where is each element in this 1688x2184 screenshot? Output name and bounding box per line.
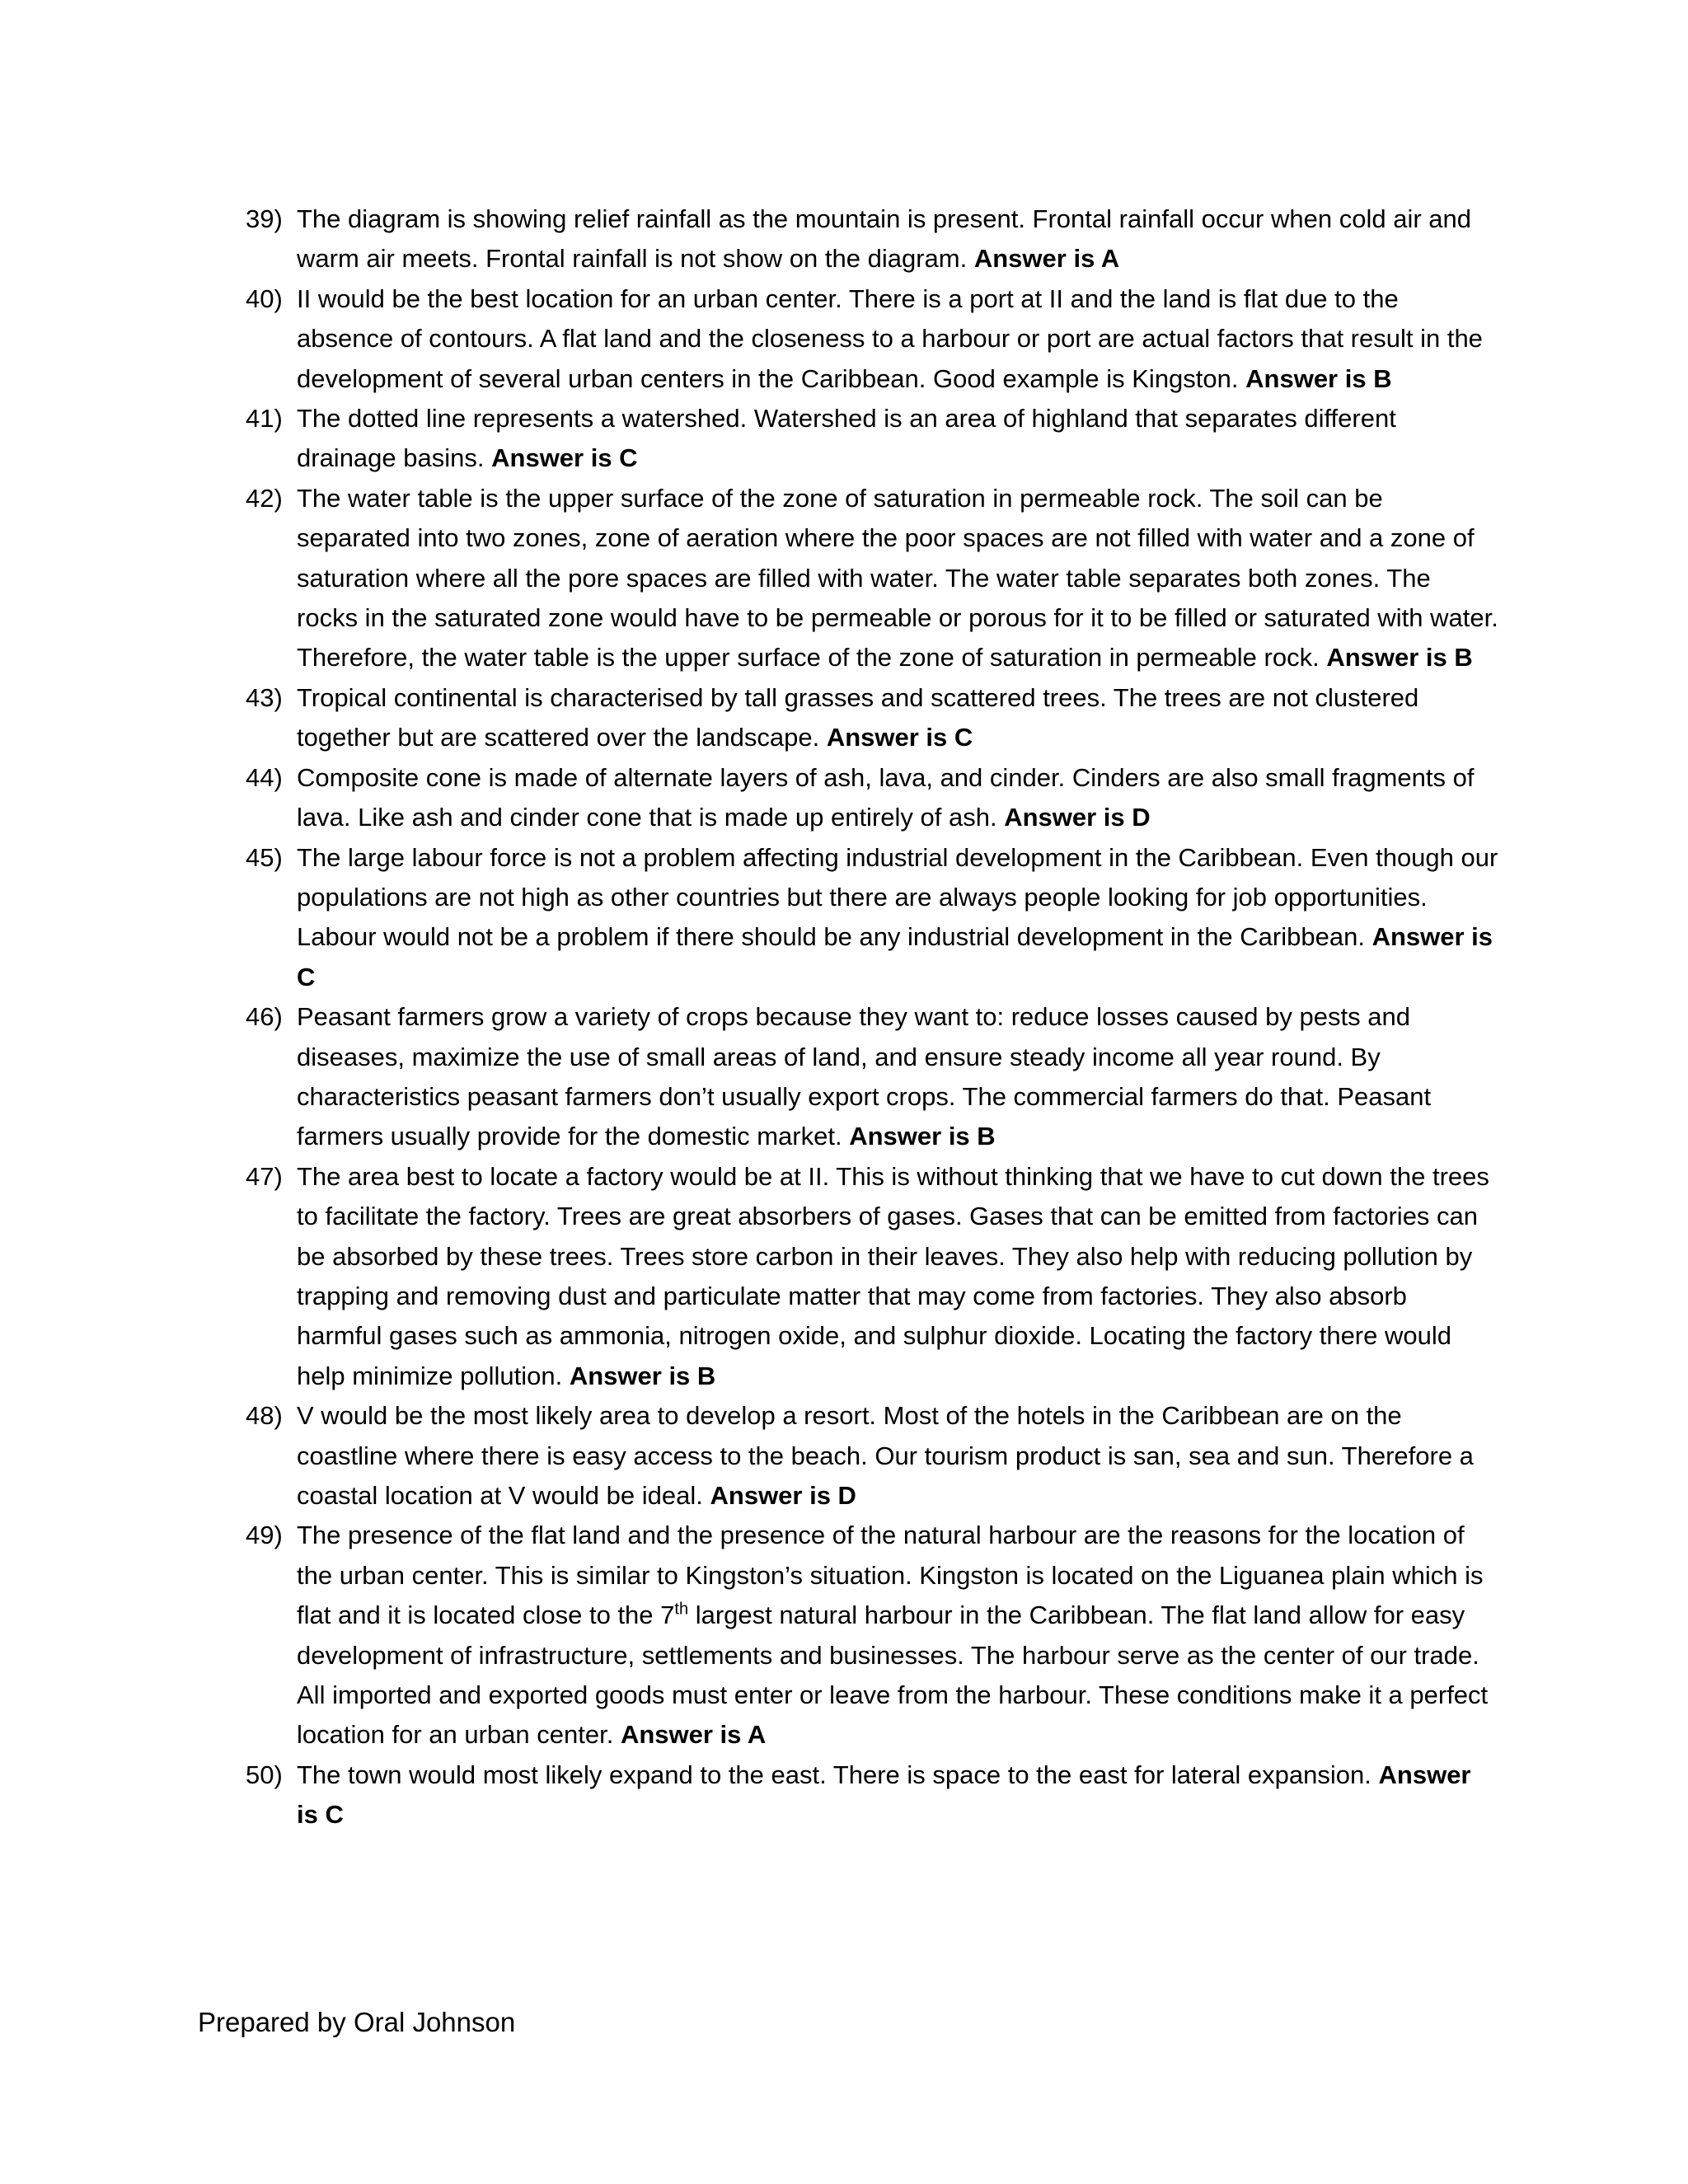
footer-credit: Prepared by Oral Johnson (198, 2007, 516, 2037)
answer-list (246, 199, 1498, 1835)
item-text-block (297, 678, 1498, 758)
item-number: 46) (246, 1002, 283, 1032)
item-text-block (297, 838, 1498, 998)
answer-label: Answer is D (1004, 803, 1151, 832)
answer-item-40 (246, 279, 1498, 399)
item-number: 41) (246, 404, 283, 434)
answer-label: Answer is A (973, 244, 1120, 274)
item-text: Peasant farmers grow a variety of crops because they want to: reduce losses caused by pests and diseases, maximize the use of small areas of land, and ensure steady income all year round. By characteristics peasant farmers don’t usually export crops. The commercial farmers do that. Peasant farmers usually provide for the domestic market. (297, 1002, 1432, 1151)
item-number: 40) (246, 284, 283, 313)
answer-item-41 (246, 399, 1498, 479)
answer-item-39 (246, 199, 1498, 279)
answer-item-45 (246, 838, 1498, 998)
item-text-block (297, 1396, 1498, 1516)
item-text-block (297, 1516, 1498, 1755)
item-number: 45) (246, 842, 283, 872)
item-number: 49) (246, 1521, 283, 1550)
item-number: 44) (246, 762, 283, 792)
answer-label: Answer is B (569, 1361, 716, 1390)
answer-item-48 (246, 1396, 1498, 1516)
item-text: The town would most likely expand to the east. There is space to the east for lateral expansion. (297, 1760, 1372, 1789)
answer-item-46 (246, 997, 1498, 1157)
answer-label: Answer is D (710, 1481, 856, 1510)
answer-label: Answer is C (826, 723, 973, 752)
item-text-block (297, 1755, 1498, 1835)
item-number: 42) (246, 483, 283, 513)
item-number: 39) (246, 204, 283, 233)
item-text-before-superscript: The presence of the flat land and the presence of the natural harbour are the reasons for the location of the urban center. This is similar to Kingston’s situation. Kingston is located on the Liguanea plain which is flat and it is located close to the 7 (297, 1521, 1484, 1630)
answer-label: Answer is A (620, 1720, 767, 1750)
answer-label: Answer is B (1326, 643, 1473, 673)
answer-item-47 (246, 1157, 1498, 1396)
item-number: 43) (246, 682, 283, 712)
item-text: V would be the most likely area to develop a resort. Most of the hotels in the Caribbean are on the coastline where there is easy access to the beach. Our tourism product is san, sea and sun. Therefore a coastal location at V would be ideal. (297, 1401, 1474, 1510)
answer-label: Answer is C (297, 922, 1493, 991)
answer-label: Answer is B (1245, 363, 1392, 393)
item-text-block (297, 479, 1498, 678)
answer-item-43 (246, 678, 1498, 758)
answer-item-44 (246, 758, 1498, 838)
item-number: 48) (246, 1401, 283, 1431)
answer-label: Answer is C (491, 443, 638, 473)
item-text: The area best to locate a factory would be at II. This is without thinking that we have to cut down the trees to facilitate the factory. Trees are great absorbers of gases. Gases that can be emitted from factories can be absorbed by these trees. Trees store carbon in their leaves. They also help with reducing pollution by trapping and removing dust and particulate matter that may come from factories. They also absorb harmful gases such as ammonia, nitrogen oxide, and sulphur dioxide. Locating the factory there would help minimize pollution. (297, 1161, 1489, 1390)
answer-label: Answer is B (849, 1122, 996, 1151)
item-text: The diagram is showing relief rainfall as the mountain is present. Frontal rainfall occur when cold air and warm air meets. Frontal rainfall is not show on the diagram. (297, 204, 1471, 274)
item-text: Tropical continental is characterised by tall grasses and scattered trees. The trees are not clustered together but are scattered over the landscape. (297, 682, 1419, 752)
item-text-block (297, 199, 1498, 279)
item-number: 50) (246, 1760, 283, 1789)
item-text-block (297, 1157, 1498, 1396)
item-text: The water table is the upper surface of the zone of saturation in permeable rock. The soil can be separated into two zones, zone of aeration where the poor spaces are not filled with water and a zone of saturation where all the pore spaces are filled with water. The water table separates both zones. The rocks in the saturated zone would have to be permeable or porous for it to be filled or saturated with water. Therefore, the water table is the upper surface of the zone of saturation in permeable rock. (297, 483, 1498, 673)
item-text-block (297, 997, 1498, 1157)
answer-item-42 (246, 479, 1498, 678)
item-text-block (297, 279, 1498, 399)
answer-item-49 (246, 1516, 1498, 1755)
item-text: Composite cone is made of alternate layers of ash, lava, and cinder. Cinders are also small fragments of lava. Like ash and cinder cone that is made up entirely of ash. (297, 762, 1475, 832)
ordinal-superscript: th (674, 1600, 689, 1619)
item-number: 47) (246, 1161, 283, 1191)
item-text: The large labour force is not a problem affecting industrial development in the Caribbean. Even though our populations are not high as other countries but there are always people looking for job opportunities. Labour would not be a problem if there should be any industrial development in the Caribbean. (297, 842, 1498, 952)
item-text-after-superscript: largest natural harbour in the Caribbean. The flat land allow for easy development of infrastructure, settlements and businesses. The harbour serve as the center of our trade. All imported and exported goods must enter or leave from the harbour. These conditions make it a perfect location for an urban center. (297, 1601, 1489, 1750)
answer-label: Answer is C (297, 1760, 1471, 1830)
item-text: The dotted line represents a watershed. Watershed is an area of highland that separates different drainage basins. (297, 404, 1396, 473)
item-text-block (297, 399, 1498, 479)
item-text: II would be the best location for an urban center. There is a port at II and the land is flat due to the absence of contours. A flat land and the closeness to a harbour or port are actual factors that result in the development of several urban centers in the Caribbean. Good example is Kingston. (297, 284, 1483, 393)
answer-item-50 (246, 1755, 1498, 1835)
item-text-block (297, 758, 1498, 838)
